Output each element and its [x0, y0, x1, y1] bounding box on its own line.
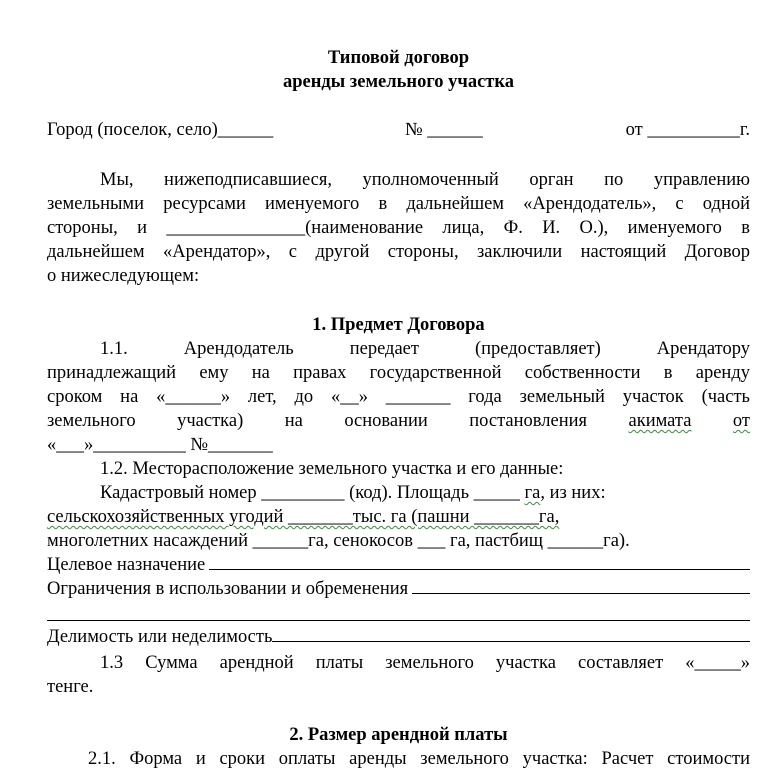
preamble-line: Мы, нижеподписавшиеся, уполномоченный орган по управлению: [100, 170, 750, 190]
restrictions-blank: [412, 578, 750, 594]
clause-2-1: 2.1. Форма и сроки оплаты аренды земельного участка: Расчет стоимости: [88, 749, 750, 769]
restrictions-line: [47, 577, 750, 601]
header-number: № ______: [405, 120, 483, 140]
agri-lands-text: сельскохозяйственных угодий _______тыс. га (пашни _______га,: [47, 507, 560, 527]
preamble-line: стороны, и _______________(наименование лица, Ф. И. О.), именуемого в: [47, 218, 750, 238]
purpose-line: [47, 553, 750, 577]
clause-1-1-line: принадлежащий ему на правах государственной собственности в аренду: [47, 363, 750, 383]
preamble-line: о нижеследующем:: [47, 266, 200, 286]
header-row: [47, 118, 750, 142]
cadastral-line: [47, 481, 750, 505]
cadastral-tail: , из них:: [540, 483, 606, 503]
preamble-line: дальнейшем «Арендатор», с другой стороны, заключили настоящий Договор: [47, 242, 750, 262]
section1-heading: 1. Предмет Договора: [312, 315, 485, 335]
clause-1-1-akimat: акимата: [628, 411, 692, 431]
clause-1-2: 1.2. Месторасположение земельного участка и его данные:: [100, 459, 564, 479]
preamble-line: земельными ресурсами именуемого в дальнейшем «Арендодатель», с одной: [47, 194, 750, 214]
divisibility-line: [47, 625, 750, 649]
header-city: Город (поселок, село)______: [47, 120, 274, 140]
agri-lands-line: [47, 505, 750, 529]
divisibility-blank: [272, 626, 750, 642]
perennial-line: многолетних насаждений ______га, сенокосов ___ га, пастбищ ______га).: [47, 531, 630, 551]
restrictions-label: Ограничения в использовании и обременения: [47, 579, 409, 599]
clause-1-1-line: сроком на «______» лет, до «__» _______ года земельный участок (часть: [47, 387, 750, 407]
purpose-blank: [209, 554, 750, 570]
cadastral-unit: га: [524, 483, 541, 503]
clause-1-1-text: земельного участка) на основании постановления: [47, 411, 588, 431]
clause-1-1-line: «___»__________ №_______: [47, 435, 273, 455]
section2-heading: 2. Размер арендной платы: [289, 725, 508, 745]
document-title-line1: Типовой договор: [327, 48, 470, 68]
clause-1-3: 1.3 Сумма арендной платы земельного участка составляет «_____»: [100, 653, 750, 673]
clause-1-1-line: 1.1. Арендодатель передает (предоставляет) Арендатору: [100, 339, 750, 359]
clause-1-1-line: [47, 409, 750, 433]
cadastral-text: Кадастровый номер _________ (код). Площадь _____: [100, 483, 525, 503]
divisibility-label: Делимость или неделимость: [47, 627, 273, 647]
restrictions-blank-line: [47, 620, 750, 621]
header-date: от __________г.: [625, 120, 750, 140]
document-title-line2: аренды земельного участка: [282, 72, 515, 92]
clause-1-3-currency: тенге.: [47, 677, 94, 697]
clause-1-1-ot: от: [732, 411, 751, 431]
purpose-label: Целевое назначение: [47, 555, 206, 575]
